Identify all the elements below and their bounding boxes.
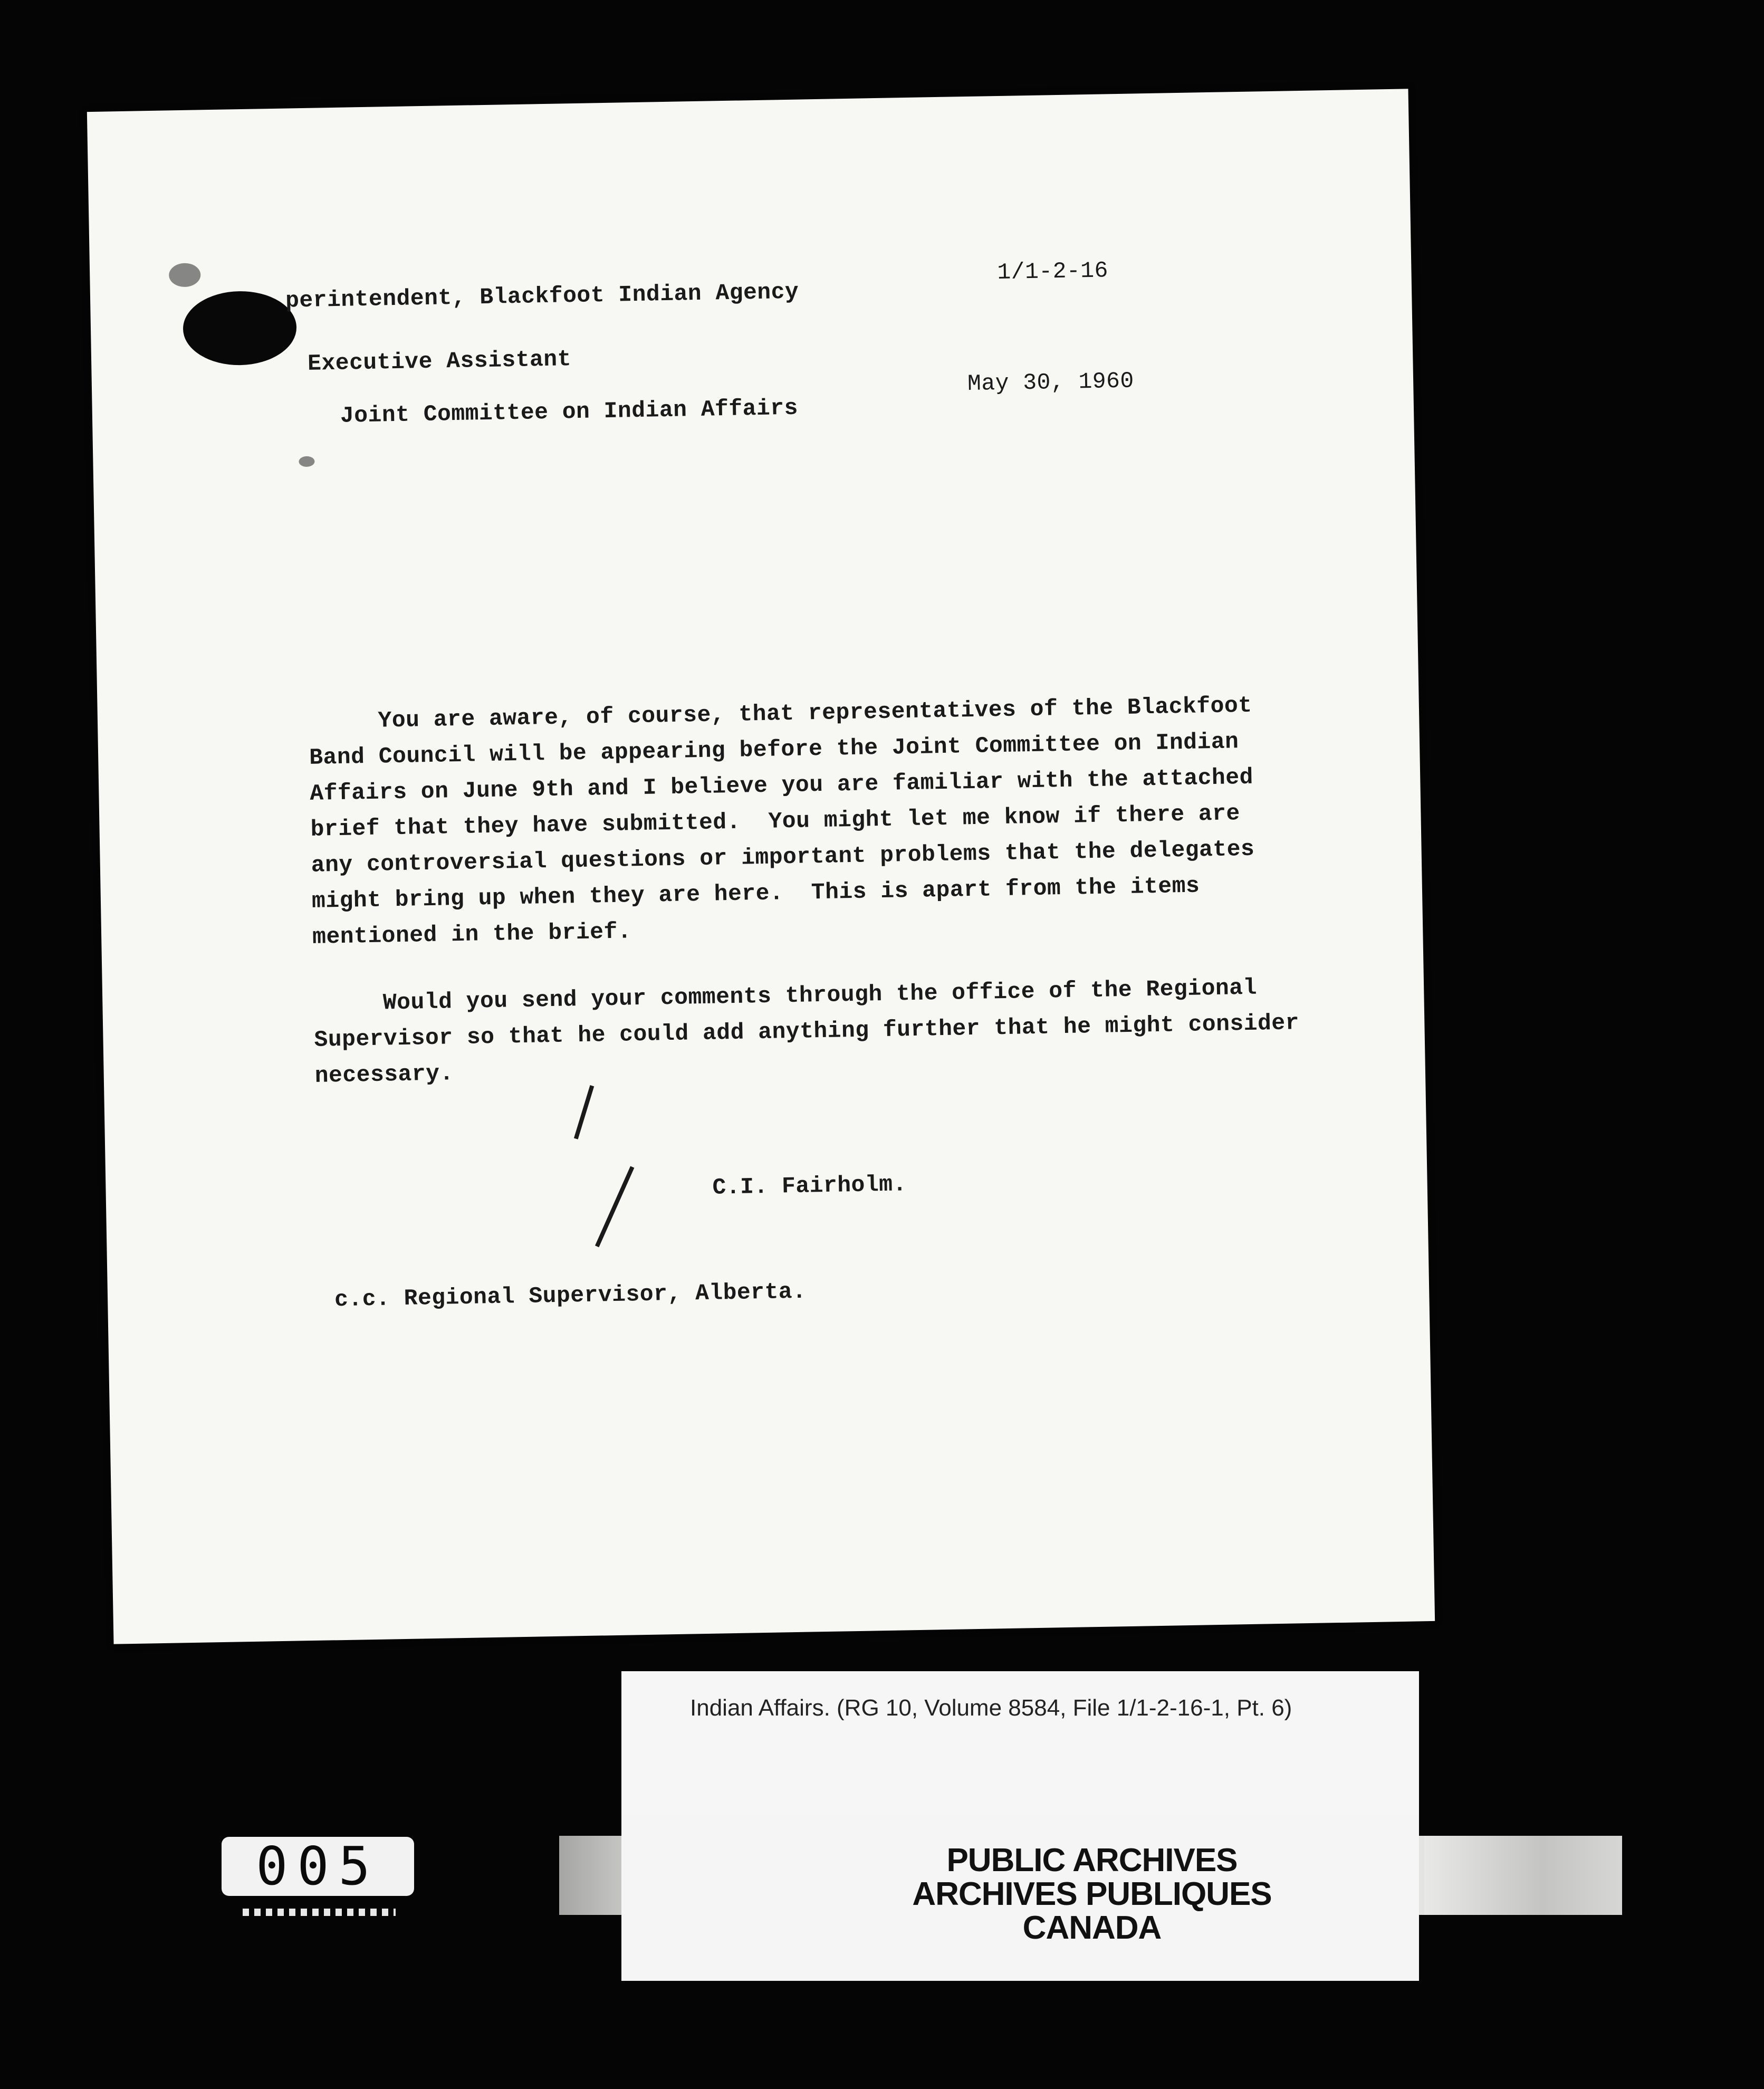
file-number: 1/1-2-16 [996,257,1109,286]
letter-page [87,89,1435,1644]
sender-line: Executive Assistant [307,346,572,377]
body-paragraph-2: Would you send your comments through the office of the Regional Supervisor so that he could add anything further that he might consider necessary. [313,974,1300,1089]
film-sprockets [243,1909,396,1916]
recipient-line: perintendent, Blackfoot Indian Agency [285,279,799,314]
archives-line: PUBLIC ARCHIVES [946,1842,1238,1879]
pen-mark [574,1085,594,1139]
signature: C.I. Fairholm. [712,1171,907,1201]
frame-counter [222,1837,414,1896]
archive-reference: Indian Affairs. (RG 10, Volume 8584, File 1/1-2-16-1, Pt. 6) [690,1695,1292,1721]
frame-number: 005 [256,1835,380,1897]
ink-smudge [169,263,201,287]
body-paragraph-1: You are aware, of course, that representatives of the Blackfoot Band Council will be appearing before the Joint Committee on Indian Affairs on June 9th and I believe you are familiar with the attached brief that they have submitted. You might let me know if there are any controversial questions or important problems that the delegates might bring up when they are here. This is apart from the items mentioned in the brief. [308,692,1255,950]
ink-smudge [299,456,314,467]
archive-reference-card [621,1671,1419,1819]
check-mark [595,1166,634,1247]
archives-stamp [844,1844,1340,1945]
subject-line: Joint Committee on Indian Affairs [340,395,799,429]
film-strip-end [1424,1836,1622,1915]
punch-hole [183,290,297,366]
archives-line: ARCHIVES PUBLIQUES [912,1876,1272,1912]
cc-line: c.c. Regional Supervisor, Alberta. [334,1278,807,1313]
letter-date: May 30, 1960 [967,368,1135,397]
archives-line: CANADA [1022,1910,1162,1946]
